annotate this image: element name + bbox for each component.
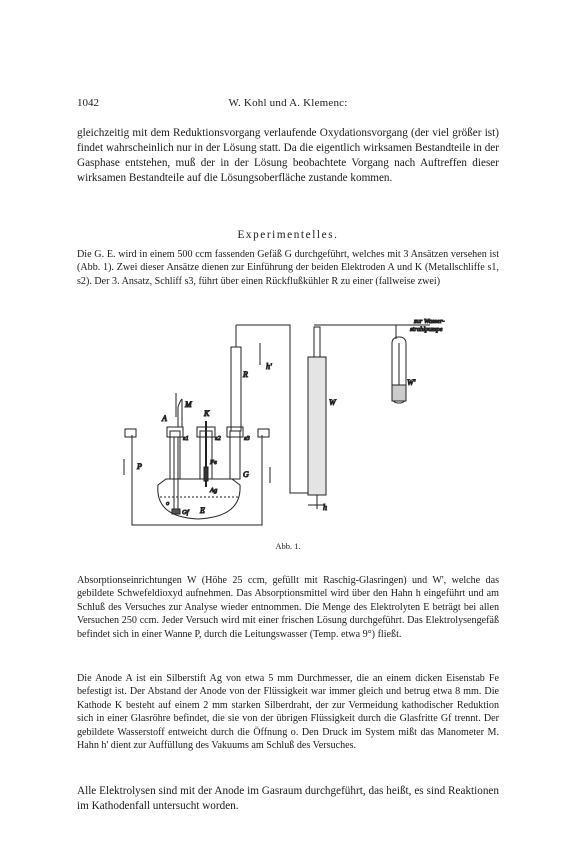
apparatus-diagram [110, 317, 470, 535]
label-G: G [243, 470, 249, 479]
label-Fe: Fe [210, 459, 217, 466]
absorber-filling [392, 385, 406, 401]
label-A: A [162, 414, 167, 423]
label-h-prime: h' [266, 362, 272, 371]
page-number: 1042 [77, 97, 99, 109]
section-heading: Experimentelles. [237, 229, 339, 241]
manometer [178, 399, 182, 427]
absorption-column [308, 357, 326, 495]
apparatus-figure [110, 317, 470, 535]
joint-s1 [167, 427, 183, 437]
label-Gf: Gf [182, 509, 189, 516]
label-s1: s1 [183, 435, 189, 442]
running-title: W. Kohl und A. Klemenc: [228, 97, 348, 109]
page-header [77, 97, 499, 111]
cooling-bath [132, 435, 262, 525]
final-paragraph: Alle Elektrolysen sind mit der Anode im Gasraum durchgeführt, das heißt, es sind Reaktionen im Kathodenfall untersucht worden. [77, 785, 499, 813]
label-M: M [185, 400, 192, 409]
neck-s3 [230, 431, 240, 479]
electrolysis-vessel [158, 479, 240, 519]
label-Ag: Ag [210, 487, 218, 494]
glass-frit [172, 509, 180, 514]
label-E: E [200, 506, 205, 515]
label-s3: s3 [244, 435, 250, 442]
pump-label-1: zur Wasser- [414, 318, 445, 325]
label-K: K [204, 409, 210, 418]
column-inlet-tube [314, 327, 320, 357]
bath-rim-left [125, 429, 136, 437]
label-R: R [243, 370, 248, 379]
connecting-tube [236, 325, 308, 493]
label-W: W [329, 398, 336, 407]
silver-anode [204, 467, 208, 481]
figure-caption: Abb. 1. [275, 541, 301, 551]
setup-paragraph: Die G. E. wird in einem 500 ccm fassenden Gefäß G durchgeführt, welches mit 3 Ansätzen versehen ist (Abb. 1). Zwei dieser Ansätze dienen zur Einführung der beiden Elektroden A und K (Metallschliffe s1, s2). Der 3. Ansatz, Schliff s3, führt über einen Rückflußkühler R zu einer (fallweise zwei) [77, 249, 499, 287]
label-o: o [166, 500, 170, 507]
absorption-paragraph: Absorptionseinrichtungen W (Höhe 25 ccm, gefüllt mit Raschig-Glasringen) und W', welche das gebildete Schwefeldioxyd aufnehmen. Das Absorptionsmittel wird über den Hahn h eingeführt und am Schluß des Versuches zur Analyse wieder entnommen. Die Menge des Elektrolyten E beträgt bei allen Versuchen 250 ccm. Jeder Versuch wird mit einer frischen Lösung durchgeführt. Das Elektrolysengefäß befindet sich in einer Wanne P, durch die Leitungswasser (Temp. etwa 9°) fließt. [77, 575, 499, 640]
intro-paragraph: gleichzeitig mit dem Reduktionsvorgang verlaufende Oxydationsvorgang (der viel größer ist) findet wahrscheinlich nur in der Lösung statt. Da die eigentlich wirksamen Bestandteile in der Gasphase entstehen, muß der in der Lösung beobachtete Vorgang nach Auftreffen dieser wirksamen Bestandteile auf die Lösungsoberfläche zustande kommen. [77, 127, 499, 185]
line-to-pump [320, 325, 396, 339]
anode-paragraph: Die Anode A ist ein Silberstift Ag von etwa 5 mm Durchmesser, die an einem dicken Eisenstab Fe befestigt ist. Der Abstand der Anode von der Flüssigkeit war immer gleich und betrug etwa 8 mm. Die Kathode K besteht auf einem 2 mm starken Silberdraht, der zur Vermeidung kathodischer Reduktion sich in einer Glasröhre befindet, die sie von der übrigen Flüssigkeit durch die Glasfritte Gf trennt. Der gebildete Wasserstoff entweicht durch die Öffnung o. Den Druck im System mißt das Manometer M. Hahn h' dient zur Auffüllung des Vakuums am Schluß des Versuches. [77, 673, 499, 752]
bath-rim-right [258, 429, 269, 437]
label-W-prime: W' [407, 378, 416, 387]
reflux-condenser [231, 347, 241, 431]
pump-label-2: strahlpumpe [410, 326, 443, 333]
label-h: h [323, 503, 327, 512]
label-P: P [137, 462, 142, 471]
label-s2: s2 [215, 435, 221, 442]
